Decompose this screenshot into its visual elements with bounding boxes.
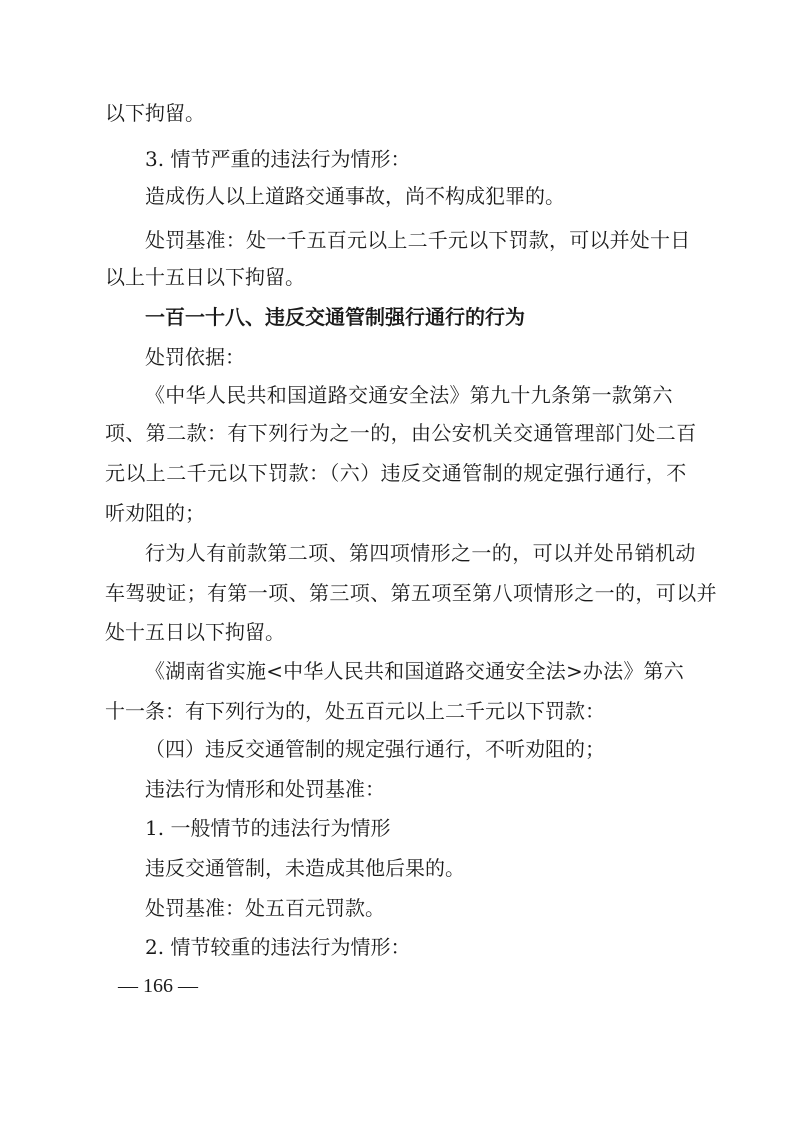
text-line: 《湖南省实施<中华人民共和国道路交通安全法>办法》第六 xyxy=(145,659,684,683)
text-line: 处罚依据： xyxy=(145,345,245,369)
text-line: 处罚基准：处一千五百元以上二千元以下罚款，可以并处十日 xyxy=(145,228,691,252)
text-line: 3. 情节严重的违法行为情形： xyxy=(145,147,411,171)
text-line: 1. 一般情节的违法行为情形 xyxy=(145,816,391,840)
text-line: 违反交通管制，未造成其他后果的。 xyxy=(145,856,465,880)
text-line: 项、第二款：有下列行为之一的，由公安机关交通管理部门处二百 xyxy=(105,421,697,445)
text-line: 行为人有前款第二项、第四项情形之一的，可以并处吊销机动 xyxy=(145,541,696,565)
text-line: 听劝阻的； xyxy=(105,501,205,525)
text-line: 以上十五日以下拘留。 xyxy=(105,265,305,289)
text-line: 违法行为情形和处罚基准： xyxy=(145,777,385,801)
text-line: 元以上二千元以下罚款：（六）违反交通管制的规定强行通行，不 xyxy=(105,461,687,485)
text-line: 《中华人民共和国道路交通安全法》第九十九条第一款第六 xyxy=(145,383,673,407)
text-line: 处十五日以下拘留。 xyxy=(105,620,285,644)
text-line: 处罚基准：处五百元罚款。 xyxy=(145,896,385,920)
text-line: 十一条：有下列行为的，处五百元以上二千元以下罚款： xyxy=(105,699,605,723)
text-line: 车驾驶证；有第一项、第三项、第五项至第八项情形之一的，可以并 xyxy=(105,581,717,605)
section-heading: 一百一十八、违反交通管制强行通行的行为 xyxy=(145,305,525,329)
text-line: 以下拘留。 xyxy=(105,101,205,125)
text-line: 2. 情节较重的违法行为情形： xyxy=(145,935,411,959)
text-line: 造成伤人以上道路交通事故，尚不构成犯罪的。 xyxy=(145,184,565,208)
page-number: — 166 — xyxy=(118,975,198,997)
text-line: （四）违反交通管制的规定强行通行，不听劝阻的； xyxy=(145,737,605,761)
